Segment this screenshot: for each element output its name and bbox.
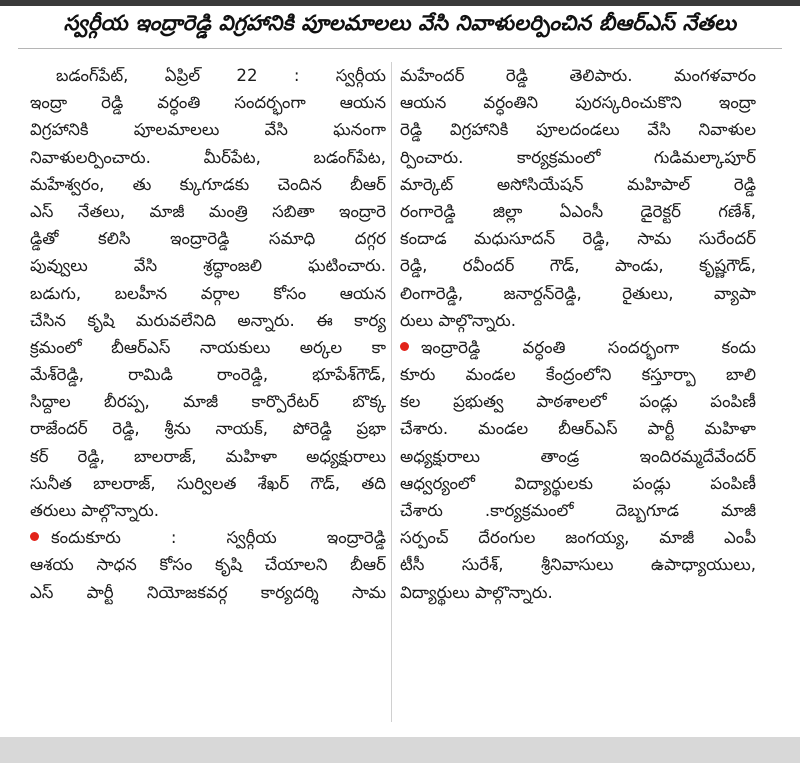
article-text: తరులు పాల్గొన్నారు. (30, 501, 159, 520)
article-text-line (400, 579, 756, 606)
article-text-line (30, 334, 386, 361)
article-text: మహేందర్ రెడ్డి తెలిపారు. మంగళవారం (400, 66, 756, 85)
article-text-line (400, 89, 756, 116)
article-text: బడుగు, బలహీన వర్గాల కోసం ఆయన (30, 283, 386, 303)
article-text-line (30, 470, 386, 497)
article-text-line (30, 361, 386, 388)
article-text-line (30, 225, 386, 252)
article-text: టీసీ సురేశ్, శ్రీనివాసులు ఉపాధ్యాయులు, (400, 555, 756, 575)
article-text: ఆధ్వర్యంలో విద్యార్థులకు పండ్లు పంపిణీ (400, 473, 756, 493)
article-text-line (30, 497, 386, 524)
article-text-line (400, 470, 756, 497)
article-text-line (400, 198, 756, 225)
article-text: చేసిన కృషి మరువలేనిది అన్నారు. ఈ కార్య (30, 310, 386, 330)
article-text: విగ్రహానికి పూలమాలలు వేసి ఘనంగా (30, 120, 386, 140)
article-text: మేశ్‌రెడ్డి, రామిడి రాంరెడ్డి, భూపేశ్‌గౌడ్, (30, 365, 386, 385)
article-text-line (30, 443, 386, 470)
article-text: సిద్దాల బీరప్ప, మాజీ కార్పొరేటర్ బొక్క (30, 392, 386, 412)
article-text-line (30, 280, 386, 307)
article-text: సర్పంచ్ దేరంగుల జంగయ్య, మాజీ ఎంపీ (400, 528, 756, 548)
column-divider (391, 62, 392, 722)
article-text: సునీత బాలరాజ్, సుర్విలత శేఖర్ గౌడ్, తది (30, 473, 386, 493)
article-text: ఆయన వర్ధంతిని పురస్కరించుకొని ఇంద్రా (400, 93, 756, 113)
article-text-line (30, 171, 386, 198)
article-text: కర్ రెడ్డి, బాలరాజ్, మహిళా అధ్యక్షురాలు (30, 446, 386, 466)
article-text-line (400, 116, 756, 143)
article-text-line (30, 307, 386, 334)
article-text-line (400, 415, 756, 442)
article-text: రెడ్డి, రవీందర్ గౌడ్, పాండు, కృష్ణగౌడ్, (400, 256, 756, 276)
article-text-line (30, 89, 386, 116)
article-text-line (400, 144, 756, 171)
article-text-line (400, 497, 756, 524)
headline-divider (18, 48, 782, 49)
article-text-line (400, 524, 756, 551)
article-column-right (400, 62, 756, 606)
article-text: ఎస్ పార్టీ నియోజకవర్గ కార్యదర్శి సామ (30, 582, 386, 602)
article-text-line (400, 225, 756, 252)
article-text-line (30, 144, 386, 171)
article-text-line (400, 551, 756, 578)
article-text-line (30, 252, 386, 279)
article-text: విద్యార్థులు పాల్గొన్నారు. (400, 582, 553, 602)
article-text-line (400, 171, 756, 198)
article-text: రెడ్డి విగ్రహానికి పూలదండలు వేసి నివాళుల (400, 120, 756, 140)
article-text-line (30, 551, 386, 578)
article-text: చేశారు. మండల బీఆర్ఎస్ పార్టీ మహిళా (400, 419, 756, 439)
article-text: రులు పాల్గొన్నారు. (400, 310, 517, 330)
article-text-line (30, 388, 386, 415)
article-text: కూరు మండల కేంద్రంలోని కస్తూర్బా బాలి (400, 365, 756, 385)
article-text: నివాళులర్పించారు. మీర్‌పేట, బడంగ్‌పేట, (30, 147, 386, 167)
article-text: పువ్వులు వేసి శ్రద్ధాంజలి ఘటించారు. (30, 256, 386, 276)
article-text-line (30, 415, 386, 442)
bottom-border-band (0, 737, 800, 763)
article-text-line (400, 307, 756, 334)
article-text-line (30, 524, 386, 551)
article-text: కందుకూరు : స్వర్గీయ ఇంద్రారెడ్డి (51, 528, 386, 548)
article-text-line (400, 443, 756, 470)
red-bullet-icon (400, 342, 409, 351)
article-text-line (400, 252, 756, 279)
article-text: బడంగ్‌పేట్, ఏప్రిల్ 22 : స్వర్గీయ (56, 66, 386, 85)
article-text: మహేశ్వరం, తు క్కుగూడకు చెందిన బీఆర్ (30, 174, 386, 194)
article-text-line (400, 62, 756, 89)
article-text: లింగారెడ్డి, జనార్దన్‌రెడ్డి, రైతులు, వ్యాపా (400, 283, 756, 303)
article-text: డ్డితో కలిసి ఇంద్రారెడ్డి సమాధి దగ్గర (30, 229, 386, 249)
article-text: రంగారెడ్డి జిల్లా ఏఎంసీ డైరెక్టర్ గణేశ్, (400, 201, 756, 221)
article-text: ఆశయ సాధన కోసం కృషి చేయాలని బీఆర్ (30, 555, 386, 575)
article-text-line (400, 361, 756, 388)
article-text: ఇంద్రా రెడ్డి వర్ధంతి సందర్భంగా ఆయన (30, 93, 386, 113)
red-bullet-icon (30, 532, 39, 541)
article-text: ఎస్ నేతలు, మాజీ మంత్రి సబితా ఇంద్రారె (30, 201, 386, 221)
article-text-line (30, 116, 386, 143)
article-text-line (400, 388, 756, 415)
article-text: ర్పించారు. కార్యక్రమంలో గుడిమల్కాపూర్ (400, 147, 756, 167)
article-text: క్రమంలో బీఆర్ఎస్ నాయకులు అర్కల కా (30, 337, 386, 357)
article-text-line (30, 579, 386, 606)
article-text: చేశారు .కార్యక్రమంలో దెబ్బగూడ మాజీ (400, 501, 756, 520)
article-column-left (30, 62, 386, 606)
article-text-line (30, 62, 386, 89)
article-text: కందాడ మధుసూదన్ రెడ్డి, సామ సురేందర్ (400, 229, 756, 249)
article-headline: స్వర్గీయ ఇంద్రారెడ్డి విగ్రహానికి పూలమాలలు వేసి నివాళులర్పించిన బీఆర్ఎస్ నేతలు (63, 11, 737, 35)
article-text: మార్కెట్ అసోసియేషన్ మహిపాల్ రెడ్డి (400, 174, 756, 194)
article-text-line (400, 280, 756, 307)
article-text-line (30, 198, 386, 225)
article-text: ఇంద్రారెడ్డి వర్ధంతి సందర్భంగా కందు (421, 337, 756, 357)
article-text-line (400, 334, 756, 361)
article-text: అధ్యక్షురాలు తాండ్ర ఇందిరమ్మదేవేందర్ (400, 446, 756, 466)
article-text: కల ప్రభుత్వ పాఠశాలలో పండ్లు పంపిణీ (400, 392, 756, 412)
article-text: రాజేందర్ రెడ్డి, శ్రీను నాయక్, పోరెడ్డి ప్రభా (30, 419, 386, 439)
